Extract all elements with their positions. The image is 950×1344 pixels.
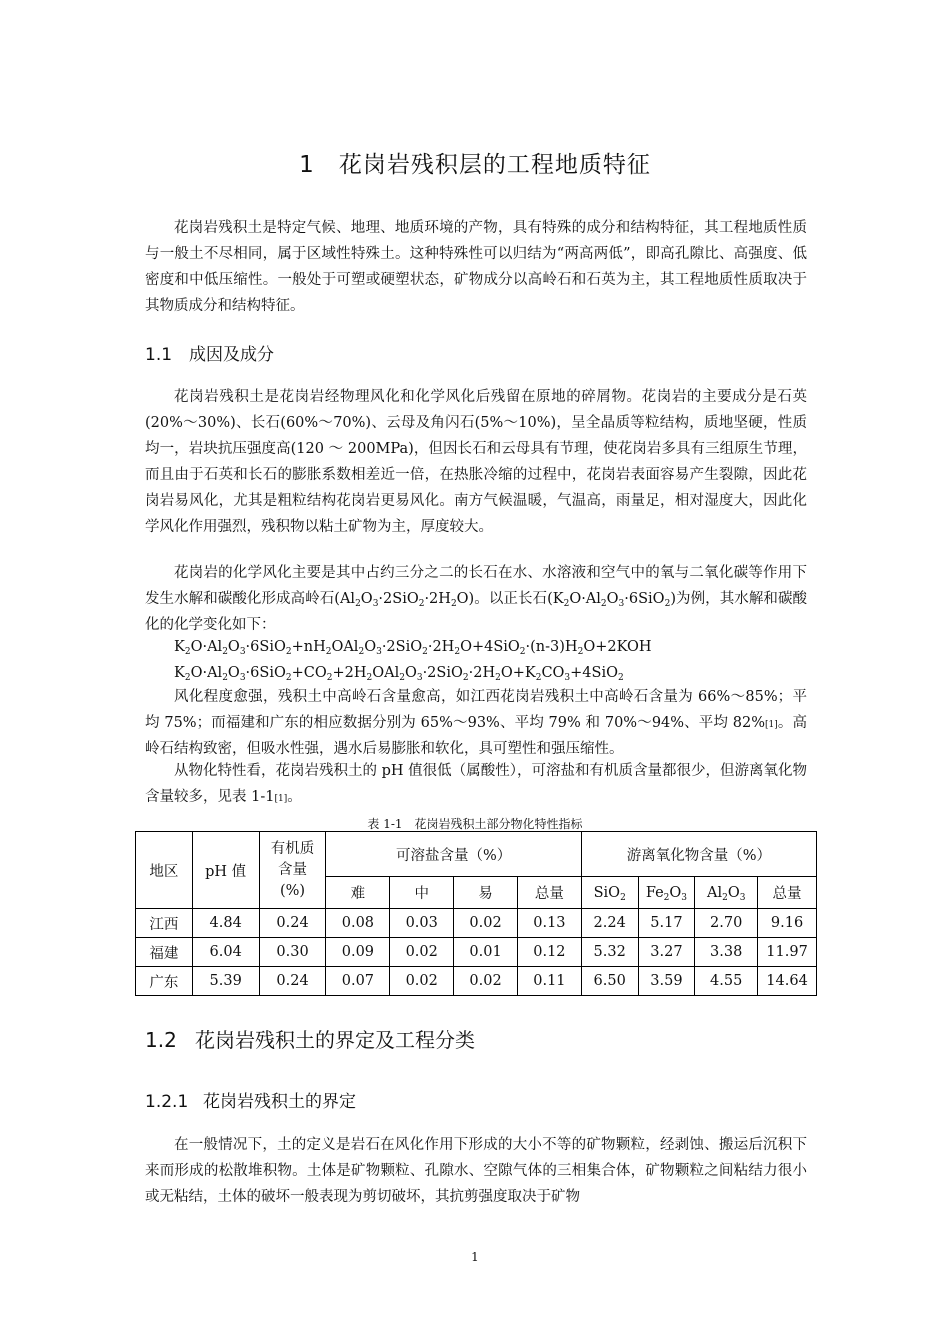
equation-2: $K_2O\cdot Al_2O_3\cdot 6SiO_2+CO_2+2H_2OAl_2O_3\cdot 2SiO_2\cdot 2H_2O+K_2CO_3+4SiO_2$ (174, 665, 624, 683)
chapter-number: 1 (299, 152, 315, 178)
section-heading-1-2 (145, 1024, 475, 1053)
section-number: 1.1 (145, 345, 173, 365)
header-region: 地区 (136, 832, 193, 909)
section-title: 成因及成分 (189, 345, 274, 365)
page-number: 1 (471, 1250, 479, 1264)
header-fe2o3: $Fe_2O_3$ (638, 877, 695, 909)
properties-table (135, 831, 817, 996)
equation-1: $K_2O\cdot Al_2O_3\cdot 6SiO_2+nH_2OAl_2O_3\cdot 2SiO_2\cdot 2H_2O+4SiO_2\cdot(n-3)H_2O+2KOH$ (174, 639, 652, 657)
citation-ref: [1] (274, 794, 288, 804)
header-sio2: SiO$_2$ (581, 877, 638, 909)
table-row: 江西 4.84 0.24 0.08 0.03 0.02 0.13 2.24 5.17 2.70 9.16 (136, 909, 817, 938)
subsection-number: 1.2.1 (145, 1092, 189, 1112)
table-row: 福建 6.04 0.30 0.09 0.02 0.01 0.12 5.32 3.27 3.38 11.97 (136, 938, 817, 967)
paragraph-chemical-weathering: 花岗岩的化学风化主要是其中占约三分之二的长石在水、水溶液和空气中的氧与二氧化碳等作用下发生水解和碳酸化形成高岭石$(Al_2O_3\cdot 2SiO_2\cdot 2H_2O)$。以正长石$(K_2O\cdot Al_2O_3\cdot 6SiO_2)$为例，其水解和碳酸化的化学变化如下： (145, 565, 808, 633)
header-easy: 易 (454, 877, 518, 909)
paragraph-physicochemical: 从物化特性看，花岗岩残积土的 pH 值很低（属酸性），可溶盐和有机质含量都很少，但游离氧化物含量较多，见表 1-1[1]。 (145, 763, 807, 805)
header-ph: pH 值 (192, 832, 259, 909)
header-free-oxide: 游离氧化物含量（%） (581, 832, 816, 877)
section-title: 花岗岩残积土的界定及工程分类 (195, 1028, 475, 1052)
section-heading-1-1 (145, 340, 274, 365)
table-caption: 表 1-1 花岗岩残积土部分物化特性指标 (367, 817, 583, 831)
paragraph-kaolinite: 风化程度愈强，残积土中高岭石含量愈高，如江西花岗岩残积土中高岭石含量为 66%～85%；平均 75%；而福建和广东的相应数据分别为 65%～93%、平均 79% 和 70%～94%、平均 82%[1]。高岭石结构致密，但吸水性强，遇水后易膨胀和软化，具可塑性和强压缩性。 (145, 689, 807, 757)
header-hard: 难 (326, 877, 390, 909)
header-al2o3: $Al_2O_3$ (695, 877, 758, 909)
header-organic: 有机质含量(%) (259, 832, 326, 909)
header-soluble-total: 总量 (517, 877, 581, 909)
table-row: 广东 5.39 0.24 0.07 0.02 0.02 0.11 6.50 3.59 4.55 14.64 (136, 967, 817, 996)
header-medium: 中 (390, 877, 454, 909)
chapter-title (0, 146, 950, 179)
intro-paragraph: 花岗岩残积土是特定气候、地理、地质环境的产物，具有特殊的成分和结构特征，其工程地质性质与一般土不尽相同，属于区域性特殊土。这种特殊性可以归结为“两高两低”，即高孔隙比、高强度、低密度和中低压缩性。一般处于可塑或硬塑状态，矿物成分以高岭石和石英为主，其工程地质性质取决于其物质成分和结构特征。 (145, 220, 807, 314)
header-soluble-salt: 可溶盐含量（%） (326, 832, 581, 877)
header-oxide-total: 总量 (758, 877, 817, 909)
paragraph-formation: 花岗岩残积土是花岗岩经物理风化和化学风化后残留在原地的碎屑物。花岗岩的主要成分是石英(20%～30%)、长石(60%～70%)、云母及角闪石(5%～10%)，呈全晶质等粒结构，质地坚硬，性质均一，岩块抗压强度高(120 ～ 200MPa)，但因长石和云母具有节理，使花岗岩多具有三组原生节理，而且由于石英和长石的膨胀系数相差近一倍，在热胀冷缩的过程中，花岗岩表面容易产生裂隙，因此花岗岩易风化，尤其是粗粒结构花岗岩更易风化。南方气候温暖，气温高，雨量足，相对湿度大，因此化学风化作用强烈，残积物以粘土矿物为主，厚度较大。 (145, 389, 807, 535)
citation-ref: [1] (765, 720, 778, 730)
subsection-title: 花岗岩残积土的界定 (203, 1092, 356, 1112)
paragraph-definition: 在一般情况下，土的定义是岩石在风化作用下形成的大小不等的矿物颗粒，经剥蚀、搬运后沉积下来而形成的松散堆积物。土体是矿物颗粒、孔隙水、空隙气体的三相集合体，矿物颗粒之间粘结力很小或无粘结，土体的破坏一般表现为剪切破坏，其抗剪强度取决于矿物 (145, 1137, 807, 1205)
chapter-title-text: 花岗岩残积层的工程地质特征 (338, 152, 651, 178)
section-number: 1.2 (145, 1028, 177, 1052)
subsection-heading-1-2-1 (145, 1087, 356, 1112)
